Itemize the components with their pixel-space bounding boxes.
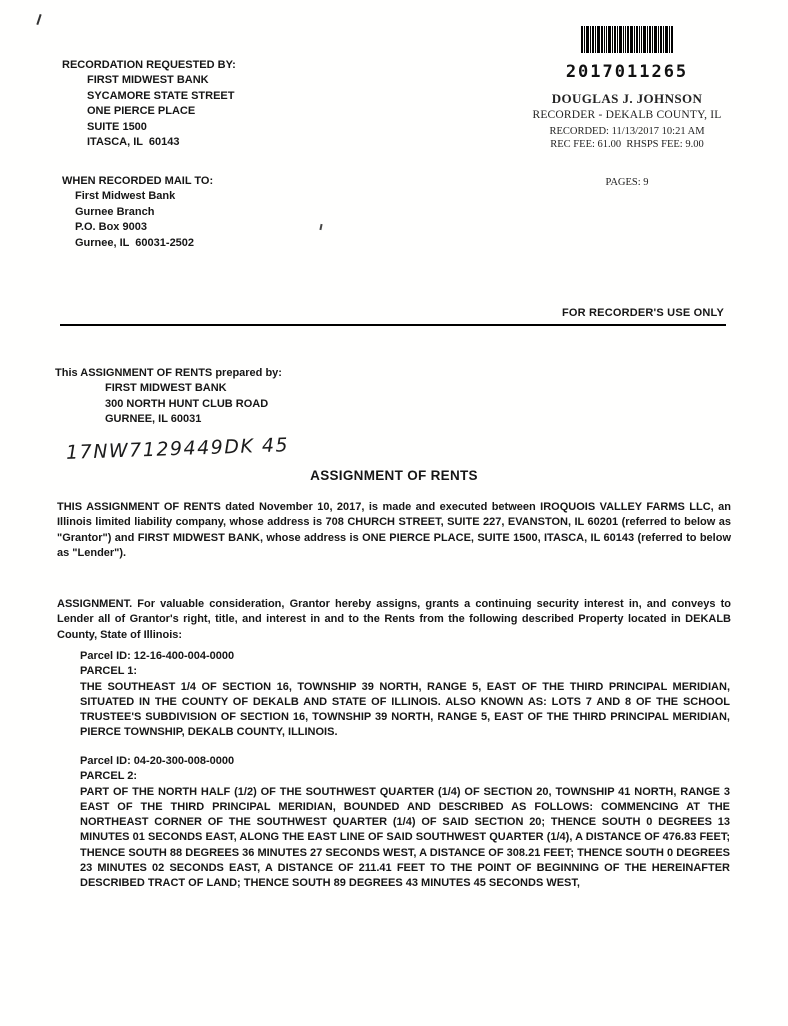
address-line: SYCAMORE STATE STREET bbox=[87, 89, 235, 102]
parcel-label: PARCEL 2: bbox=[80, 770, 138, 783]
recording-fees: REC FEE: 61.00 RHSPS FEE: 9.00 bbox=[550, 139, 704, 150]
recorded-datetime: RECORDED: 11/13/2017 10:21 AM bbox=[549, 126, 705, 137]
recorder-name: DOUGLAS J. JOHNSON bbox=[551, 91, 703, 106]
assignment-paragraph: ASSIGNMENT. For valuable consideration, Grantor hereby assigns, grants a continuing security interest in, and conveys to Lender all of Grantor's right, title, and interest in and to the Rents from the following described Property located in DEKALB County, State of Illinois: bbox=[57, 598, 731, 641]
parcel-description: THE SOUTHEAST 1/4 OF SECTION 16, TOWNSHIP 39 NORTH, RANGE 5, EAST OF THE THIRD PRINCIPAL MERIDIAN, SITUATED IN THE COUNTY OF DEKALB AND STATE OF ILLINOIS. ALSO KNOWN AS: LOTS 7 AND 8 OF THE SCHOOL TRUSTEE'S SUBDIVISION OF SECTION 16, TOWNSHIP 39 NORTH, RANGE 5, EAST OF THE THIRD PRINCIPAL MERIDIAN, PIERCE TOWNSHIP, DEKALB COUNTY, ILLINOIS. bbox=[80, 680, 730, 739]
address-line: Gurnee, IL 60031-2502 bbox=[75, 236, 195, 249]
address-line: ONE PIERCE PLACE bbox=[87, 105, 196, 118]
parcel-id: Parcel ID: 04-20-300-008-0000 bbox=[80, 755, 235, 767]
parcel-label: PARCEL 1: bbox=[80, 665, 138, 678]
address-line: GURNEE, IL 60031 bbox=[105, 413, 202, 426]
recorder-use-only-label: FOR RECORDER'S USE ONLY bbox=[561, 307, 724, 319]
recorder-divider-rule bbox=[60, 324, 726, 326]
parcel-block-2 bbox=[80, 754, 730, 892]
parcel-id: Parcel ID: 12-16-400-004-0000 bbox=[80, 650, 235, 662]
handwritten-note: 17NW7129449DK 45 bbox=[65, 434, 290, 464]
address-line: ITASCA, IL 60143 bbox=[87, 136, 180, 149]
recordation-lines bbox=[62, 73, 236, 150]
recordation-label: RECORDATION REQUESTED BY: bbox=[62, 59, 236, 71]
address-line: 300 NORTH HUNT CLUB ROAD bbox=[105, 397, 269, 410]
address-line: FIRST MIDWEST BANK bbox=[105, 382, 227, 395]
prepared-by-block bbox=[55, 366, 282, 428]
recorder-title: RECORDER - DEKALB COUNTY, IL bbox=[532, 109, 722, 121]
mail-to-lines bbox=[62, 189, 213, 251]
scan-artifact-dot bbox=[319, 224, 322, 230]
mail-to-label: WHEN RECORDED MAIL TO: bbox=[62, 175, 214, 187]
recorder-stamp bbox=[518, 26, 736, 188]
address-line: First Midwest Bank bbox=[75, 190, 176, 203]
scan-artifact-tick bbox=[36, 14, 41, 25]
address-line: SUITE 1500 bbox=[87, 120, 147, 133]
address-line: P.O. Box 9003 bbox=[75, 221, 147, 234]
pages-count: PAGES: 9 bbox=[605, 177, 649, 188]
prepared-by-lines bbox=[55, 381, 282, 427]
address-line: Gurnee Branch bbox=[75, 205, 155, 218]
document-number: 2017011265 bbox=[565, 62, 689, 82]
barcode-icon bbox=[581, 26, 673, 53]
address-line: FIRST MIDWEST BANK bbox=[87, 74, 209, 87]
intro-paragraph: THIS ASSIGNMENT OF RENTS dated November 10, 2017, is made and executed between IROQUOIS VALLEY FARMS LLC, an Illinois limited liability company, whose address is 708 CHURCH STREET, SUITE 227, EVANSTON, IL 60201 (referred to below as "Grantor") and FIRST MIDWEST BANK, whose address is ONE PIERCE PLACE, SUITE 1500, ITASCA, IL 60143 (referred to below as "Lender"). bbox=[57, 501, 731, 559]
prepared-by-label: This ASSIGNMENT OF RENTS prepared by: bbox=[55, 367, 282, 379]
parcel-block-1 bbox=[80, 649, 730, 741]
page-title: ASSIGNMENT OF RENTS bbox=[310, 468, 478, 483]
mail-to-block bbox=[62, 174, 213, 251]
parcel-description: PART OF THE NORTH HALF (1/2) OF THE SOUTHWEST QUARTER (1/4) OF SECTION 20, TOWNSHIP 41 NORTH, RANGE 3 EAST OF THE THIRD PRINCIPAL MERIDIAN, BOUNDED AND DESCRIBED AS FOLLOWS: COMMENCING AT THE NORTHEAST CORNER OF THE SOUTHWEST QUARTER (1/4) OF SAID SECTION 20; THENCE SOUTH 0 DEGREES 13 MINUTES 01 SECONDS EAST, ALONG THE EAST LINE OF SAID SOUTHWEST QUARTER (1/4), A DISTANCE OF 476.83 FEET; THENCE SOUTH 88 DEGREES 36 MINUTES 27 SECONDS WEST, A DISTANCE OF 308.21 FEET; THENCE SOUTH 0 DEGREES 23 MINUTES 02 SECONDS EAST, A DISTANCE OF 211.41 FEET TO THE POINT OF BEGINNING OF THE HEREINAFTER DESCRIBED TRACT OF LAND; THENCE SOUTH 89 DEGREES 43 MINUTES 45 SECONDS WEST, bbox=[80, 785, 730, 890]
recordation-requested-block bbox=[62, 58, 236, 150]
